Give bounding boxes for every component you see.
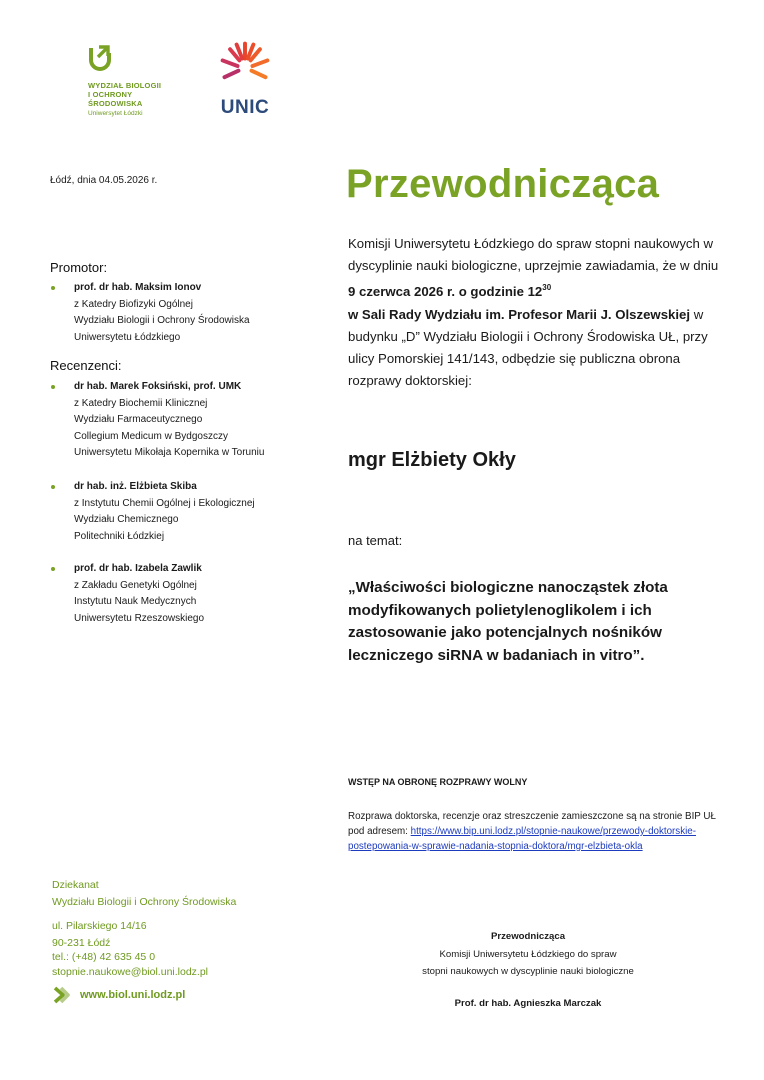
promotor-affiliation-3: Uniwersytetu Łódzkiego bbox=[74, 331, 181, 343]
faculty-logo-line1: WYDZIAŁ BIOLOGII bbox=[88, 81, 162, 90]
reviewer-affiliation: Collegium Medicum w Bydgoszczy bbox=[74, 430, 228, 442]
signature-title: Przewodnicząca bbox=[490, 931, 566, 942]
reviewer-entry-1 bbox=[50, 379, 310, 462]
reviewer-affiliation: z Zakładu Genetyki Ogólnej bbox=[74, 579, 197, 591]
footer-address bbox=[52, 918, 147, 952]
signature-name: Prof. dr hab. Agnieszka Marczak bbox=[454, 997, 602, 1009]
promotor-affiliation-2: Wydziału Biologii i Ochrony Środowiska bbox=[74, 315, 250, 326]
reviewer-affiliation: Politechniki Łódzkiej bbox=[74, 530, 165, 542]
promotor-title: Promotor: bbox=[50, 260, 108, 275]
bip-text: Rozprawa doktorska, recenzje oraz streszczenie zamieszczone są na stronie BIP UŁ pod adresem: bbox=[348, 811, 716, 837]
reviewer-affiliation: Uniwersytetu Mikołaja Kopernika w Toruniu bbox=[74, 447, 265, 458]
signature-line2: stopni naukowych w dyscyplinie nauki biologiczne bbox=[422, 966, 634, 977]
footer-city: 90-231 Łódź bbox=[52, 937, 111, 949]
bullet-icon bbox=[51, 286, 55, 290]
faculty-logo-line2: I OCHRONY bbox=[88, 90, 133, 99]
footer-contact bbox=[52, 950, 208, 980]
bullet-icon bbox=[51, 385, 55, 389]
unic-logo bbox=[213, 38, 277, 119]
promotor-name: prof. dr hab. Maksim Ionov bbox=[74, 282, 202, 293]
faculty-logo-line3: ŚRODOWISKA bbox=[88, 99, 143, 108]
reviewer-entry-2 bbox=[50, 479, 310, 545]
reviewer-name: prof. dr hab. Izabela Zawlik bbox=[74, 563, 202, 574]
footer-phone: tel.: (+48) 42 635 45 0 bbox=[52, 951, 156, 963]
reviewers-title: Recenzenci: bbox=[50, 358, 122, 373]
footer-website-link[interactable] bbox=[52, 986, 185, 1004]
unic-logo-text: UNIC bbox=[220, 97, 270, 118]
dissertation-topic: „Właściwości biologiczne nanocząstek złota modyfikowanych polietylenoglikolem i ich zastosowanie jako potencjalnych nośników leczniczego siRNA w badaniach in vitro”. bbox=[348, 579, 668, 664]
unic-burst-icon bbox=[213, 38, 277, 94]
signature-line1: Komisji Uniwersytetu Łódzkiego do spraw bbox=[439, 948, 617, 960]
defense-date: 9 czerwca 2026 r. o godzinie 12 bbox=[348, 284, 543, 300]
footer-dept-line1: Dziekanat bbox=[52, 879, 99, 891]
defense-time-minutes: 30 bbox=[542, 283, 552, 293]
faculty-logo-icon bbox=[88, 44, 114, 74]
defense-place: w Sali Rady Wydziału im. Profesor Marii J. Olszewskiej bbox=[348, 306, 691, 322]
candidate-name: mgr Elżbiety Okły bbox=[348, 449, 516, 471]
footer-website[interactable]: www.biol.uni.lodz.pl bbox=[80, 989, 186, 1001]
announcement-part1: Komisji Uniwersytetu Łódzkiego do spraw stopni naukowych w dyscyplinie nauki biologiczne, uprzejmie zawiadamia, że w dniu bbox=[348, 236, 719, 274]
arrow-right-icon bbox=[52, 986, 70, 1004]
announcement-part2: w budynku „D” Wydziału Biologii i Ochrony Środowiska UŁ, przy ulicy Pomorskiej 141/143, odbędzie się publiczna obrona rozprawy doktorskiej: bbox=[348, 306, 708, 389]
signature-block bbox=[400, 928, 656, 1012]
page-title: Przewodnicząca bbox=[346, 162, 660, 206]
reviewer-affiliation: Wydziału Farmaceutycznego bbox=[74, 414, 203, 425]
reviewer-entry-3 bbox=[50, 561, 310, 627]
bullet-icon bbox=[51, 485, 55, 489]
footer-department bbox=[52, 877, 236, 911]
document-date: Łódź, dnia 04.05.2026 r. bbox=[50, 175, 158, 186]
faculty-logo bbox=[88, 44, 178, 117]
footer-email[interactable]: stopnie.naukowe@biol.uni.lodz.pl bbox=[52, 966, 209, 978]
reviewer-affiliation: z Instytutu Chemii Ogólnej i Ekologicznej bbox=[74, 497, 255, 509]
reviewer-affiliation: z Katedry Biochemii Klinicznej bbox=[74, 397, 208, 409]
promotor-affiliation-1: z Katedry Biofizyki Ogólnej bbox=[74, 298, 193, 310]
faculty-logo-university: Uniwersytet Łódzki bbox=[88, 110, 143, 117]
reviewer-affiliation: Wydziału Chemicznego bbox=[74, 514, 179, 525]
reviewer-name: dr hab. inż. Elżbieta Skiba bbox=[74, 481, 197, 492]
reviewer-affiliation: Uniwersytetu Rzeszowskiego bbox=[74, 612, 205, 624]
announcement-text bbox=[348, 233, 728, 392]
bip-notice bbox=[348, 809, 728, 854]
reviewer-name: dr hab. Marek Foksiński, prof. UMK bbox=[74, 381, 242, 392]
topic-label: na temat: bbox=[348, 533, 403, 548]
promotor-entry bbox=[50, 280, 310, 346]
reviewer-affiliation: Instytutu Nauk Medycznych bbox=[74, 596, 197, 607]
free-entry-notice: WSTĘP NA OBRONĘ ROZPRAWY WOLNY bbox=[348, 777, 528, 787]
footer-street: ul. Pilarskiego 14/16 bbox=[52, 920, 147, 932]
bip-link[interactable]: https://www.bip.uni.lodz.pl/stopnie-naukowe/przewody-doktorskie-postepowania-w-sprawie-nadania-stopnia-doktora/mgr-elzbieta-okla bbox=[348, 826, 696, 852]
bullet-icon bbox=[51, 567, 55, 571]
footer-dept-line2: Wydziału Biologii i Ochrony Środowiska bbox=[52, 896, 237, 908]
